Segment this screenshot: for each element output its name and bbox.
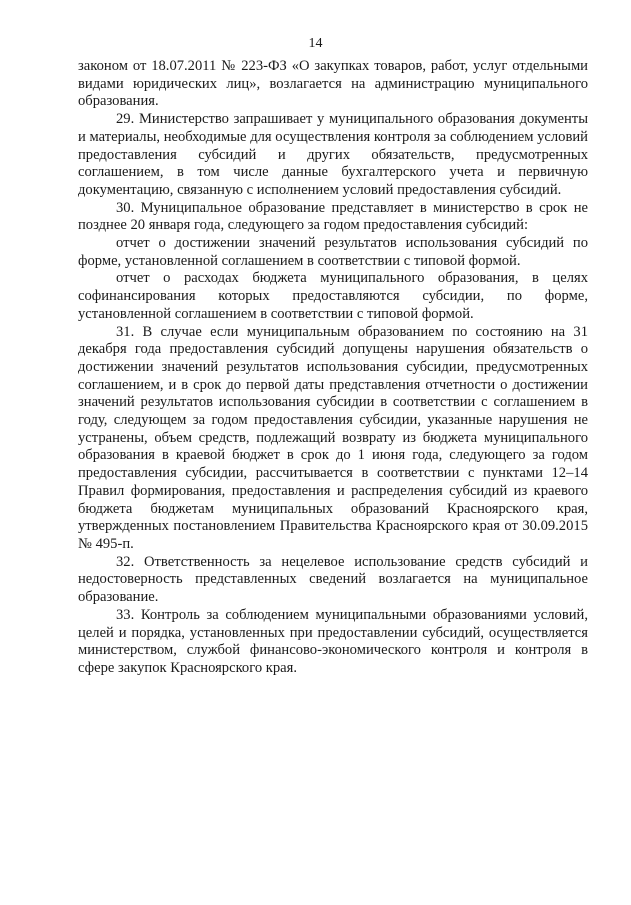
paragraph-32: 32. Ответственность за нецелевое использование средств субсидий и недостоверность представленных сведений возлагается на муниципальное образование. — [78, 553, 588, 606]
paragraph-31: 31. В случае если муниципальным образованием по состоянию на 31 декабря года предоставления субсидий допущены нарушения обязательств о достижении значений результатов использования субсидии, предусмотренных соглашением, и в срок до первой даты представления отчетности о достижении значений результатов использования субсидии в соответствии с соглашением в году, следующем за годом предоставления субсидии, указанные нарушения не устранены, объем средств, подлежащий возврату из бюджета муниципального образования в краевой бюджет в срок до 1 июня года, следующего за годом предоставления субсидии, рассчитывается в соответствии с пунктами 12–14 Правил формирования, предоставления и распределения субсидий из краевого бюджета бюджетам муниципальных образований Красноярского края, утвержденных постановлением Правительства Красноярского края от 30.09.2015 № 495-п. — [78, 323, 588, 552]
paragraph-33: 33. Контроль за соблюдением муниципальными образованиями условий, целей и порядка, установленных при предоставлении субсидий, осуществляется министерством, службой финансово-экономического контроля и контроля в сфере закупок Красноярского края. — [78, 606, 588, 676]
paragraph-30-report-expenses: отчет о расходах бюджета муниципального образования, в целях софинансирования которых предоставляются субсидии, по форме, установленной соглашением в соответствии с типовой формой. — [78, 270, 588, 322]
page-number: 14 — [308, 36, 323, 51]
paragraph-30: 30. Муниципальное образование представляет в министерство в срок не позднее 20 января года, следующего за годом предоставления субсидий: — [78, 199, 588, 234]
paragraph-continuation: законом от 18.07.2011 № 223-ФЗ «О закупках товаров, работ, услуг отдельными видами юридических лиц», возлагается на администрацию муниципального образования. — [78, 58, 588, 110]
paragraph-29: 29. Министерство запрашивает у муниципального образования документы и материалы, необходимые для осуществления контроля за соблюдением условий предоставления субсидий и других обязательств, предусмотренных соглашением, в том числе данные бухгалтерского учета и первичную документацию, связанную с исполнением условий предоставления субсидий. — [78, 111, 588, 198]
document-body — [78, 58, 588, 678]
paragraph-30-report-results: отчет о достижении значений результатов использования субсидий по форме, установленной соглашением в соответствии с типовой формой. — [78, 235, 588, 269]
